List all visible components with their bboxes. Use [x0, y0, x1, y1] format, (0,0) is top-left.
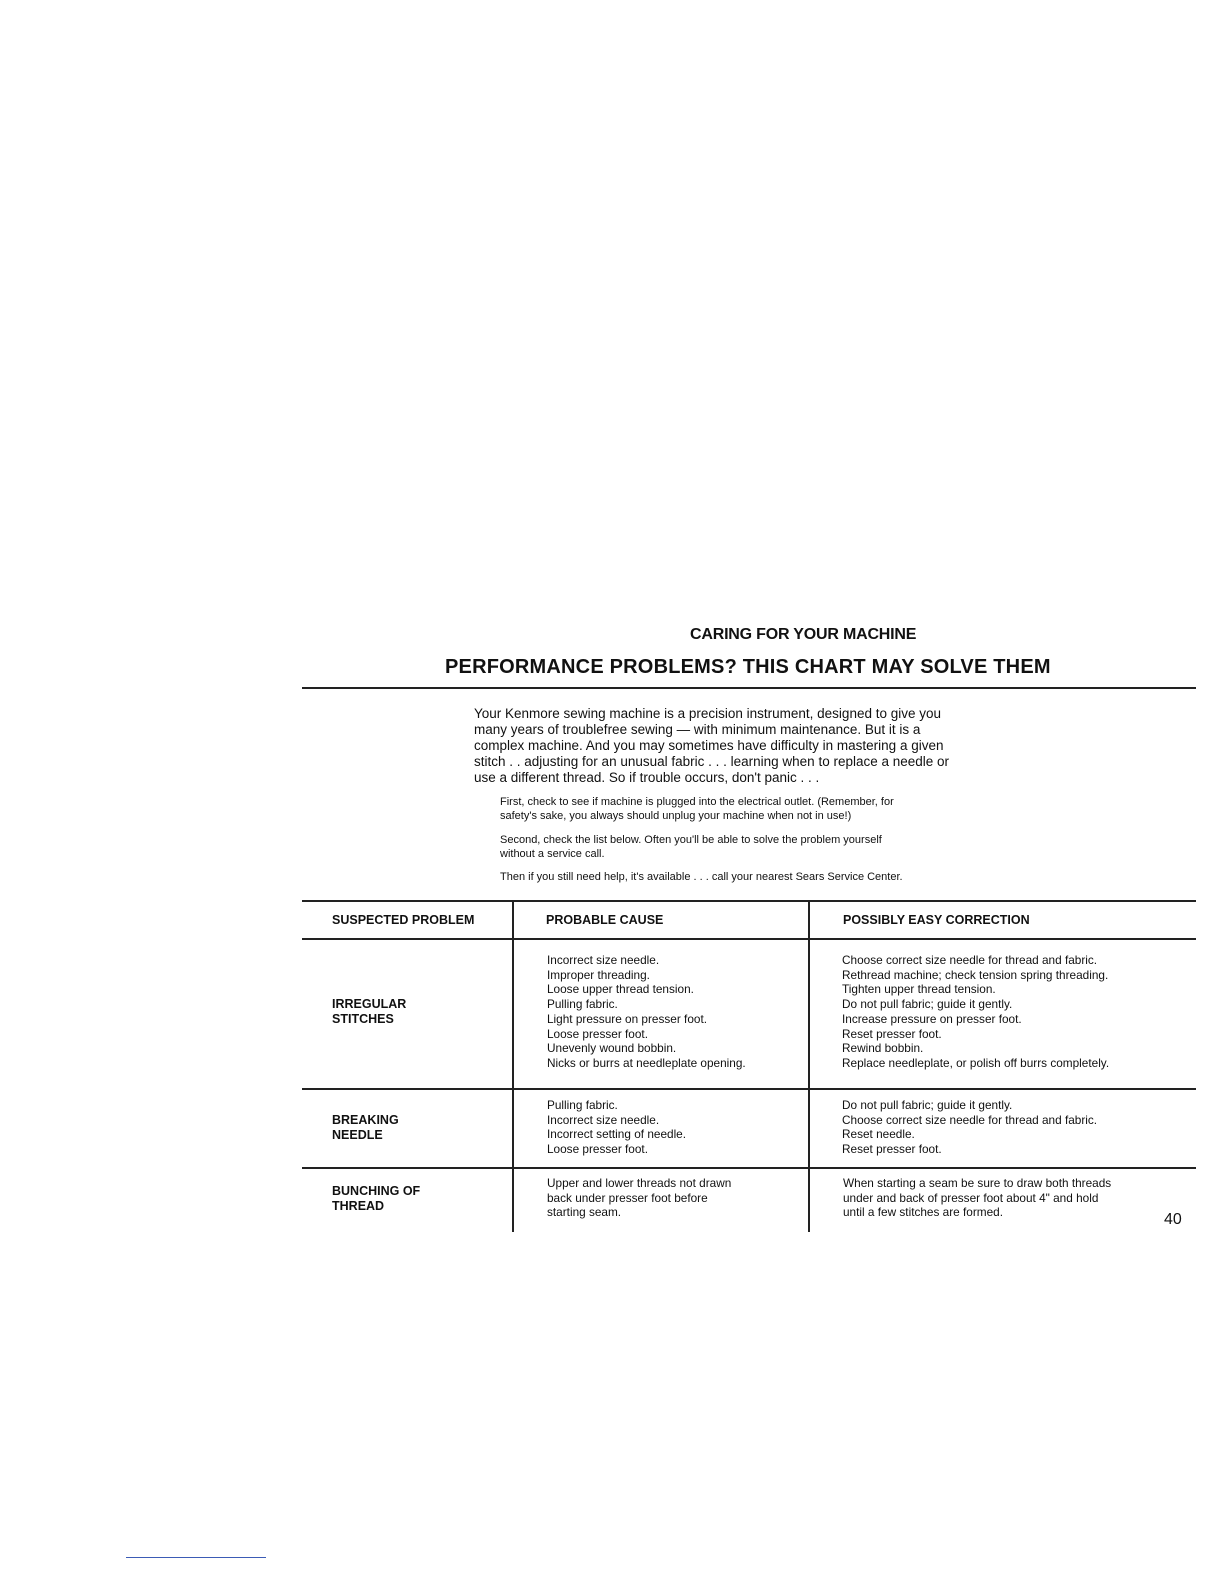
correction-item: Reset presser foot. [842, 1026, 942, 1041]
cause-item: Pulling fabric. [547, 1098, 618, 1112]
correction-item: Choose correct size needle for thread and fabric. [842, 953, 1098, 967]
intro-line: use a different thread. So if trouble occurs, don't panic . . . [474, 770, 820, 785]
cause-item: Improper threading. [547, 967, 650, 982]
heading-rule [302, 687, 1196, 689]
problem-line: BUNCHING OF [332, 1184, 421, 1198]
correction-item: Choose correct size needle for thread and fabric. [842, 1112, 1098, 1127]
problem-line: NEEDLE [332, 1128, 383, 1142]
row-divider [302, 1167, 1196, 1169]
correction-item: until a few stitches are formed. [843, 1205, 1003, 1220]
page-number: 40 [1164, 1211, 1182, 1228]
intro-line: complex machine. And you may sometimes have difficulty in mastering a given [474, 738, 944, 753]
check-first-line: First, check to see if machine is plugged into the electrical outlet. (Remember, for [500, 796, 894, 808]
cause-item: Loose presser foot. [547, 1026, 648, 1041]
intro-paragraph [474, 706, 1026, 786]
footnote-divider [126, 1557, 266, 1558]
check-third-line: Then if you still need help, it's available . . . call your nearest Sears Service Center. [500, 871, 903, 883]
causes-breaking-needle [547, 1098, 686, 1157]
causes-irregular-stitches [547, 953, 746, 1071]
intro-line: Your Kenmore sewing machine is a precision instrument, designed to give you [474, 706, 942, 721]
header-possibly-easy-correction: POSSIBLY EASY CORRECTION [843, 913, 1030, 927]
cause-item: Incorrect size needle. [547, 953, 660, 967]
problem-line: BREAKING [332, 1113, 399, 1127]
table-top-rule [302, 900, 1196, 902]
cause-item: Upper and lower threads not drawn [547, 1176, 732, 1190]
check-second [500, 833, 1030, 861]
check-third [500, 870, 1030, 884]
cause-item: Loose upper thread tension. [547, 982, 694, 997]
cause-item: Incorrect setting of needle. [547, 1127, 687, 1142]
problem-breaking-needle [332, 1113, 399, 1143]
correction-item: Rewind bobbin. [842, 1041, 924, 1056]
table-header-rule [302, 938, 1196, 940]
corrections-irregular-stitches [842, 953, 1109, 1071]
correction-item: Tighten upper thread tension. [842, 982, 996, 997]
causes-bunching-of-thread [547, 1176, 731, 1220]
intro-line: stitch . . adjusting for an unusual fabric . . . learning when to replace a needle or [474, 754, 950, 769]
corrections-bunching-of-thread [843, 1176, 1111, 1220]
problem-irregular-stitches [332, 997, 406, 1027]
column-divider [512, 901, 514, 1232]
correction-item: Reset presser foot. [842, 1142, 942, 1157]
problem-bunching-of-thread [332, 1184, 420, 1214]
correction-item: Do not pull fabric; guide it gently. [842, 997, 1013, 1012]
row-divider [302, 1088, 1196, 1090]
cause-item: Light pressure on presser foot. [547, 1011, 708, 1026]
cause-item: starting seam. [547, 1205, 622, 1220]
correction-item: Increase pressure on presser foot. [842, 1011, 1022, 1026]
cause-item: Nicks or burrs at needleplate opening. [547, 1055, 746, 1070]
problem-line: THREAD [332, 1199, 385, 1213]
header-probable-cause: PROBABLE CAUSE [546, 913, 664, 927]
cause-item: Incorrect size needle. [547, 1112, 660, 1127]
correction-item: Replace needleplate, or polish off burrs completely. [842, 1055, 1110, 1070]
correction-item: Reset needle. [842, 1127, 915, 1142]
header-suspected-problem: SUSPECTED PROBLEM [332, 913, 475, 927]
intro-line: many years of troublefree sewing — with minimum maintenance. But it is a [474, 722, 921, 737]
problem-line: STITCHES [332, 1012, 394, 1026]
correction-item: When starting a seam be sure to draw both threads [843, 1176, 1112, 1190]
column-divider [808, 901, 810, 1232]
check-second-line: without a service call. [500, 848, 605, 860]
check-second-line: Second, check the list below. Often you'll be able to solve the problem yourself [500, 834, 882, 846]
cause-item: Unevenly wound bobbin. [547, 1041, 677, 1056]
corrections-breaking-needle [842, 1098, 1097, 1157]
correction-item: under and back of presser foot about 4" and hold [843, 1190, 1099, 1205]
correction-item: Do not pull fabric; guide it gently. [842, 1098, 1013, 1112]
correction-item: Rethread machine; check tension spring threading. [842, 967, 1109, 982]
cause-item: Pulling fabric. [547, 997, 618, 1012]
check-first [500, 795, 1030, 823]
page-title: PERFORMANCE PROBLEMS? THIS CHART MAY SOLVE THEM [445, 656, 1051, 678]
cause-item: Loose presser foot. [547, 1142, 648, 1157]
check-first-line: safety's sake, you always should unplug your machine when not in use!) [500, 810, 852, 822]
cause-item: back under presser foot before [547, 1190, 708, 1205]
section-title-text: CARING FOR YOUR MACHINE [690, 626, 917, 643]
problem-line: IRREGULAR [332, 997, 407, 1011]
